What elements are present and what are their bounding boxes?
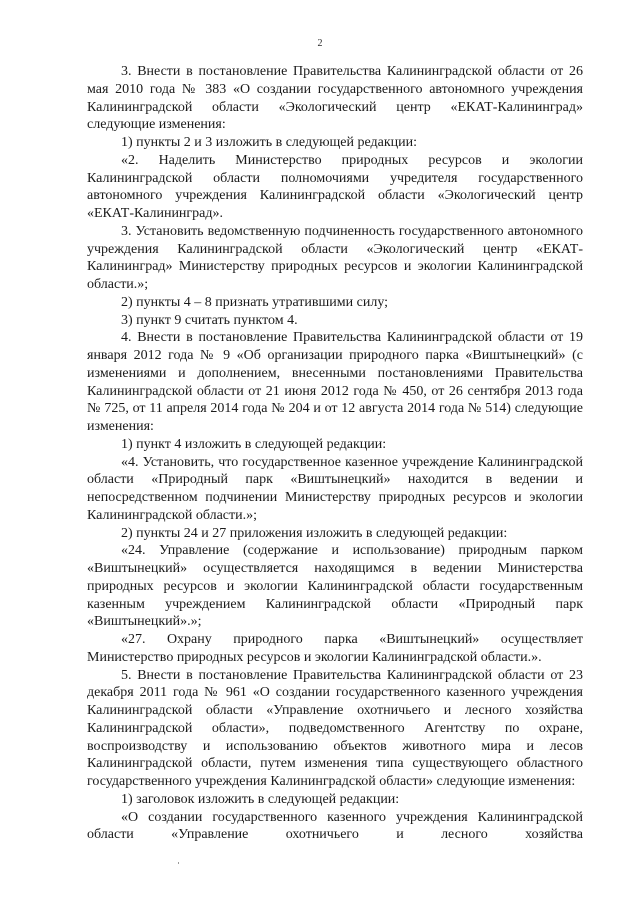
paragraph-subitem-3: 3) пункт 9 считать пунктом 4. xyxy=(121,312,298,328)
scan-speck xyxy=(178,862,179,864)
page-number: 2 xyxy=(317,38,323,49)
paragraph-item-5: 5. Внести в постановление Правительства Калининградской области от 23 декабря 2011 года № 961 «О создании государственного казенного учреждения Калининградской области «Управление охотничьего и лесного хозяйства Калининградской области», подведомственного Агентству по охране, воспроизводству и использованию объектов животного мира и лесов Калининградской области, путем изменения типа существующего областного государственного учреждения Калининградской области» следующие изменения: xyxy=(87,667,583,789)
paragraph-quote-point-4: «4. Установить, что государственное казенное учреждение Калининградской области «Природный парк «Виштынецкий» находится в ведении и непосредственном подчинении Министерству природных ресурсов и экологии Калининградской области.»; xyxy=(87,454,583,523)
paragraph-quote-point-24: «24. Управление (содержание и использование) природным парком «Виштынецкий» осуществляется находящимся в ведении Министерства природных ресурсов и экологии Калининградской области государственным казенным учреждением Калининградской области «Природный парк «Виштынецкий».»; xyxy=(87,543,583,630)
paragraph-quote-point-2: «2. Наделить Министерство природных ресурсов и экологии Калининградской области полномочиями учредителя государственного автономного учреждения Калининградской области «Экологический центр «ЕКАТ-Калининград». xyxy=(87,152,583,221)
paragraph-subitem-2: 2) пункты 4 – 8 признать утратившими силу; xyxy=(121,294,389,310)
paragraph-subitem-1: 1) заголовок изложить в следующей редакции: xyxy=(121,791,400,807)
paragraph-item-4: 4. Внести в постановление Правительства Калининградской области от 19 января 2012 года № 9 «Об организации природного парка «Виштынецкий» (с изменениями и дополнением, внесенными постановлениями Правительства Калининградской области от 21 июня 2012 года № 450, от 26 сентября 2013 года № 725, от 11 апреля 2014 года № 204 и от 12 августа 2014 года № 514) следующие изменения: xyxy=(87,330,583,434)
paragraph-subitem-1: 1) пункт 4 изложить в следующей редакции: xyxy=(121,436,387,452)
paragraph-quote-point-3: 3. Установить ведомственную подчиненность государственного автономного учреждения Калининградской области «Экологический центр «ЕКАТ-Калининград» Министерству природных ресурсов и экологии Калининградской области.»; xyxy=(87,223,583,292)
paragraph-quote-title: «О создании государственного казенного учреждения Калининградской области «Управление охотничьего и лесного хозяйства xyxy=(87,809,583,843)
paragraph-item-3: 3. Внести в постановление Правительства Калининградской области от 26 мая 2010 года № 383 «О создании государственного автономного учреждения Калининградской области «Экологический центр «ЕКАТ-Калининград» следующие изменения: xyxy=(87,64,583,133)
paragraph-subitem-2: 2) пункты 24 и 27 приложения изложить в следующей редакции: xyxy=(121,525,508,541)
paragraph-subitem-1: 1) пункты 2 и 3 изложить в следующей редакции: xyxy=(121,135,418,150)
document-body xyxy=(87,63,583,844)
paragraph-quote-point-27: «27. Охрану природного парка «Виштынецкий» осуществляет Министерство природных ресурсов и экологии Калининградской области.». xyxy=(87,632,583,665)
